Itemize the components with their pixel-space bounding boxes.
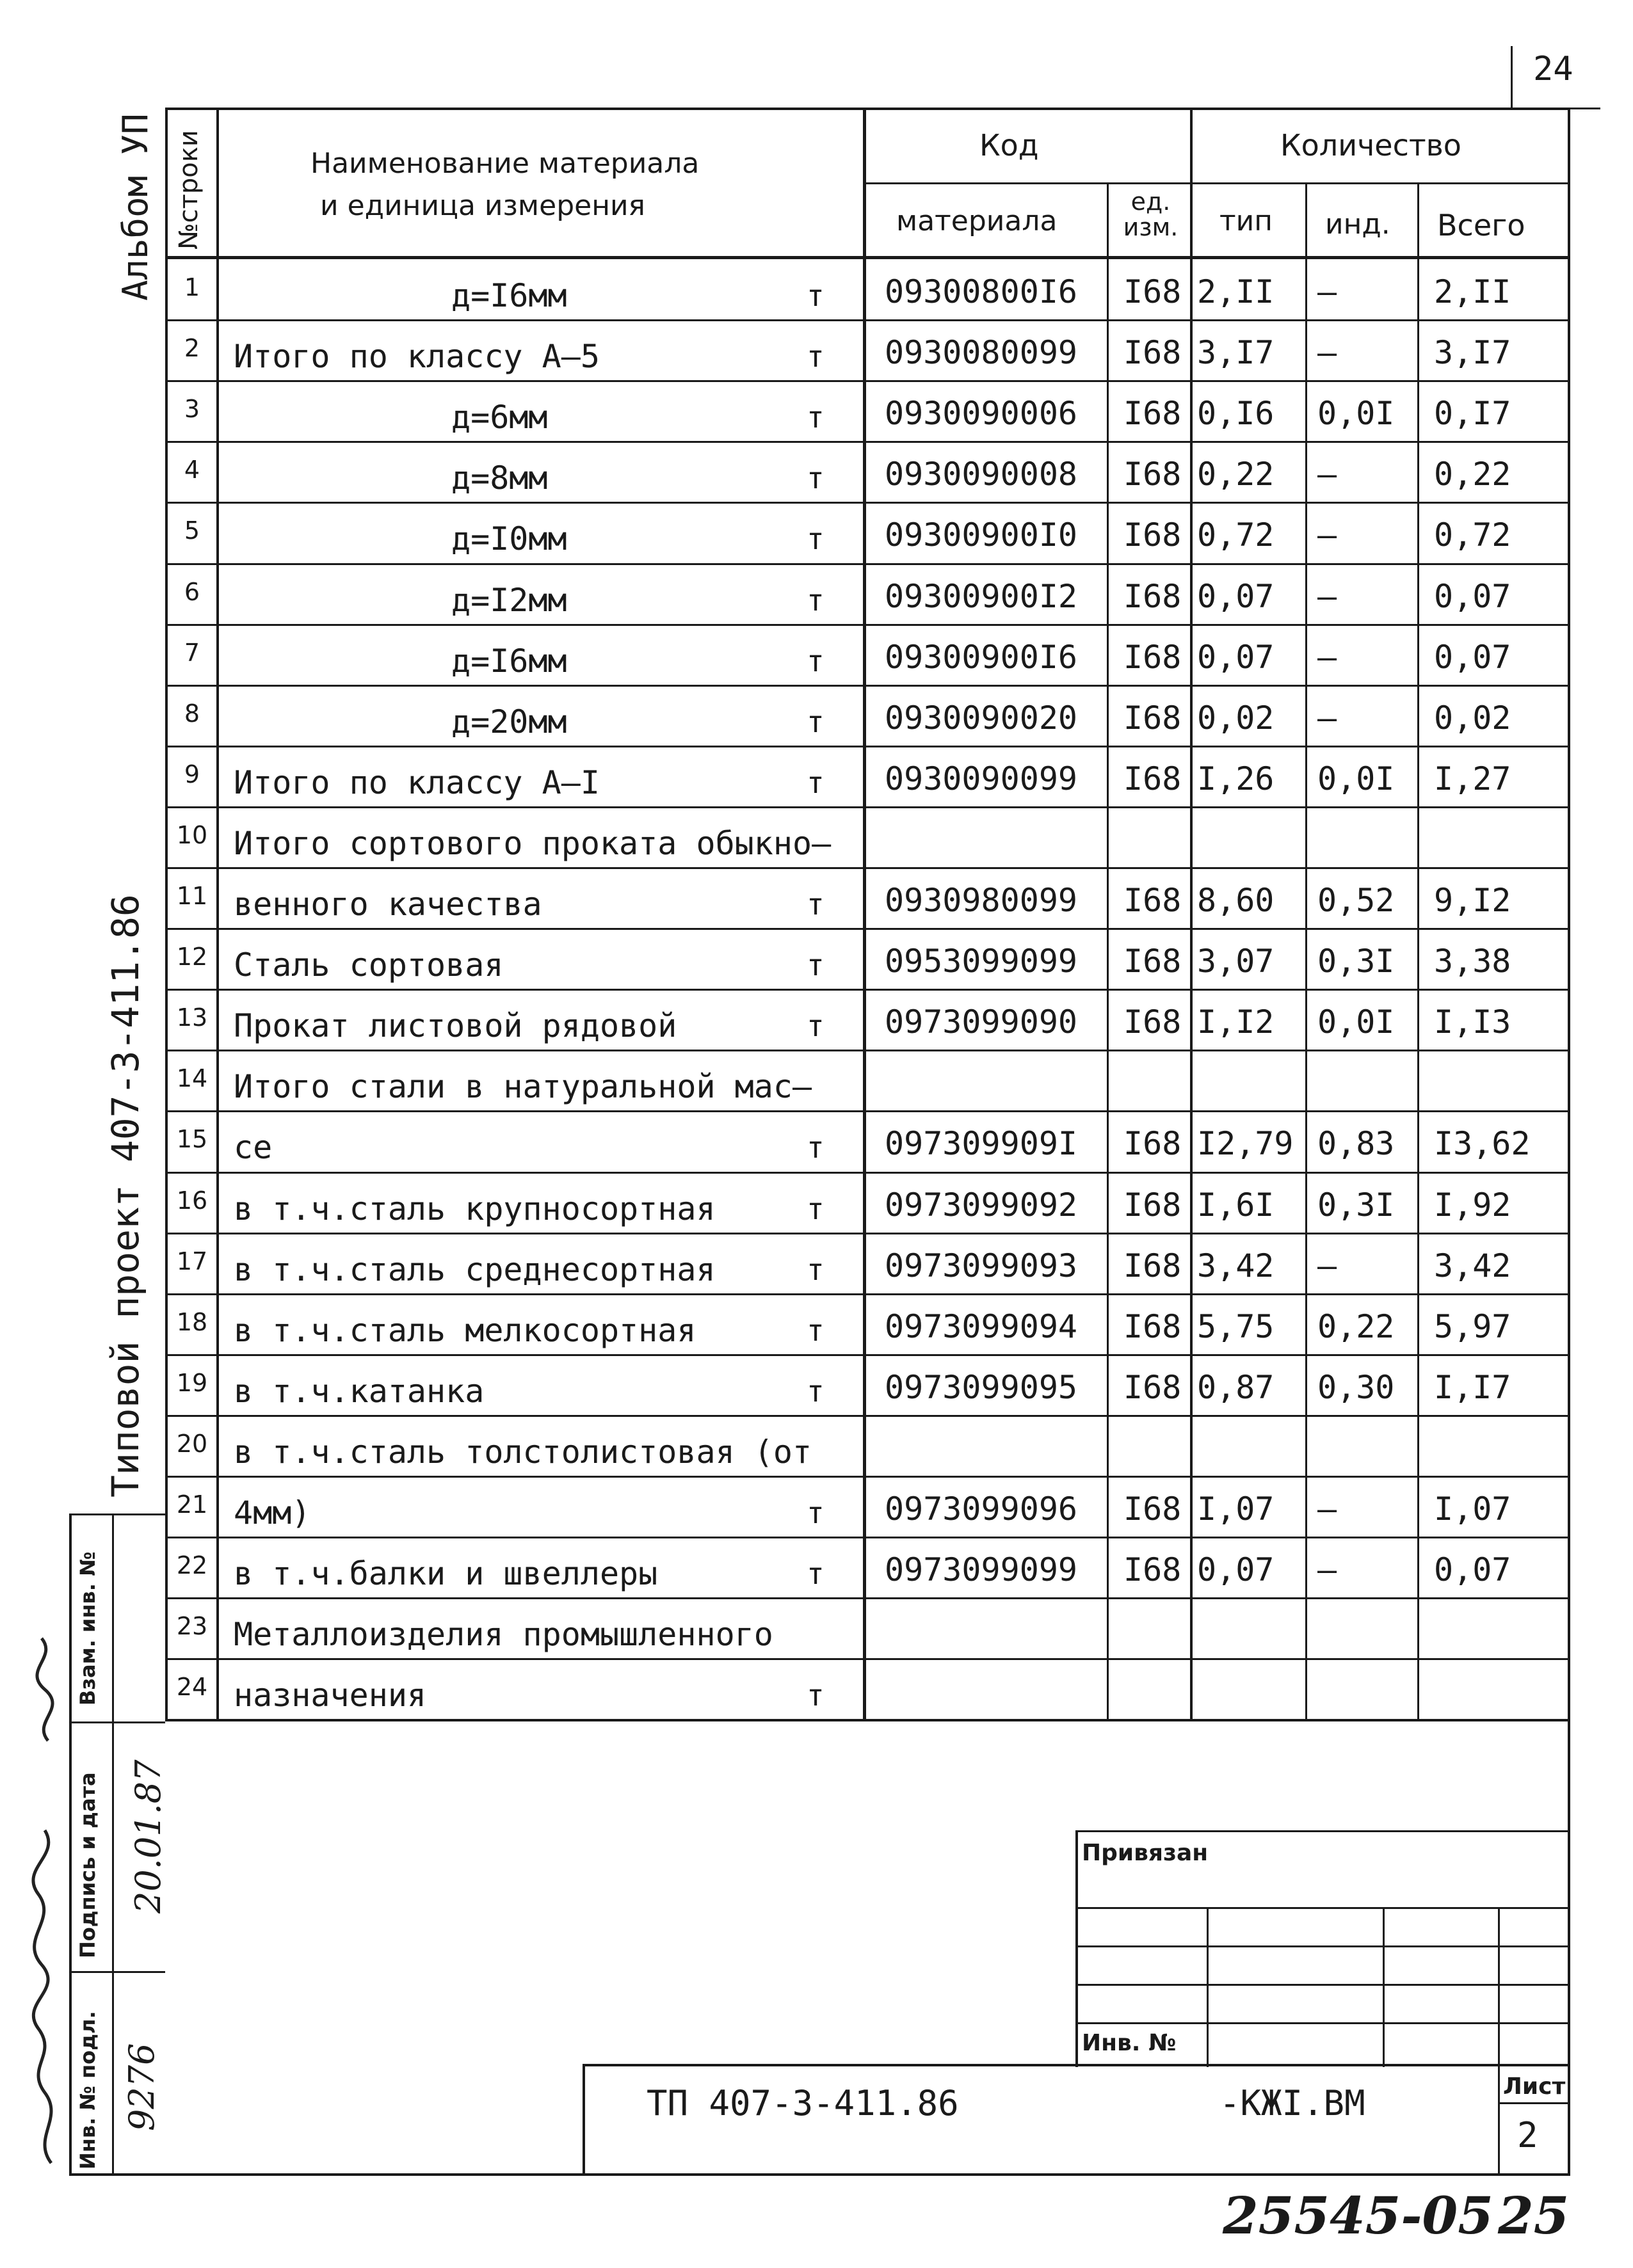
- header-code: Код: [979, 128, 1039, 163]
- material-code: 0930080099: [885, 334, 1078, 372]
- unit-code: I68: [1123, 638, 1182, 676]
- qty-ind: 0,30: [1317, 1368, 1395, 1406]
- material-name: д=I0мм: [451, 520, 567, 558]
- row-number: 10: [176, 820, 208, 849]
- qty-ind: –: [1317, 638, 1337, 676]
- material-name: в т.ч.катанка: [234, 1372, 485, 1410]
- qty-ind: –: [1317, 516, 1337, 554]
- material-code: 0973099099: [885, 1551, 1078, 1589]
- qty-ind: –: [1317, 1490, 1337, 1528]
- qty-ind: 0,0I: [1317, 395, 1395, 433]
- unit-cell: т: [807, 1556, 825, 1592]
- qty-type: 0,22: [1197, 456, 1275, 493]
- row-divider: [165, 624, 1570, 626]
- material-code: 09300900I2: [885, 577, 1078, 615]
- row-divider: [165, 319, 1570, 321]
- row-number: 22: [176, 1551, 208, 1580]
- material-code: 0930090020: [885, 699, 1078, 737]
- material-name: Сталь сортовая: [234, 946, 504, 984]
- unit-cell: т: [807, 887, 825, 922]
- qty-ind: –: [1317, 1551, 1337, 1589]
- material-code: 0973099093: [885, 1247, 1078, 1284]
- material-code: 0973099094: [885, 1307, 1078, 1345]
- order-number: 25545-05: [1223, 2185, 1493, 2246]
- stamp-podpis: Подпись и дата: [76, 1772, 100, 1958]
- unit-code: I68: [1123, 1186, 1182, 1224]
- qty-total: 2,II: [1434, 273, 1511, 310]
- qty-type: I,26: [1197, 760, 1275, 797]
- header-qty-ind: инд.: [1325, 208, 1390, 241]
- unit-cell: т: [807, 339, 825, 374]
- row-divider: [165, 1658, 1570, 1660]
- qty-total: 3,38: [1434, 943, 1511, 980]
- unit-code: I68: [1123, 1125, 1182, 1163]
- material-code: 097309909I: [885, 1125, 1078, 1163]
- qty-type: 0,02: [1197, 699, 1275, 737]
- unit-code: I68: [1123, 699, 1182, 737]
- material-name: д=I6мм: [451, 642, 567, 680]
- unit-code: I68: [1123, 577, 1182, 615]
- row-divider: [165, 441, 1570, 443]
- row-divider: [165, 1476, 1570, 1478]
- material-name: в т.ч.балки и швеллеры: [234, 1555, 658, 1593]
- row-divider: [165, 1415, 1570, 1417]
- row-divider: [165, 1293, 1570, 1295]
- header-name: Наименование материала: [310, 147, 700, 180]
- material-name: 4мм): [234, 1494, 311, 1531]
- material-code: 0930090099: [885, 760, 1078, 797]
- material-name: Металлоизделия промышленного: [234, 1616, 773, 1654]
- row-divider: [165, 380, 1570, 382]
- qty-total: I,I7: [1434, 1368, 1511, 1406]
- qty-total: 0,72: [1434, 516, 1511, 554]
- material-name: д=6мм: [451, 399, 548, 436]
- list-label: Лист: [1503, 2073, 1566, 2100]
- row-number: 20: [176, 1429, 208, 1458]
- footer-page: 25: [1498, 2185, 1570, 2246]
- material-name: в т.ч.сталь толстолистовая (от: [234, 1433, 812, 1471]
- qty-total: 9,I2: [1434, 882, 1511, 919]
- row-divider: [165, 989, 1570, 991]
- material-name: в т.ч.сталь мелкосортная: [234, 1311, 696, 1349]
- qty-total: 0,07: [1434, 577, 1511, 615]
- material-name: Итого сортового проката обыкно–: [234, 824, 832, 862]
- unit-cell: т: [807, 1130, 825, 1165]
- qty-ind: –: [1317, 456, 1337, 493]
- album-label: Альбом УП: [115, 113, 156, 301]
- unit-code: I68: [1123, 516, 1182, 554]
- material-name: в т.ч.сталь среднесортная: [234, 1250, 716, 1288]
- row-number: 1: [184, 273, 200, 301]
- row-divider: [165, 1537, 1570, 1538]
- stamp-inv-value: 9276: [122, 2043, 162, 2131]
- qty-type: I,6I: [1197, 1186, 1275, 1224]
- unit-code: I68: [1123, 1307, 1182, 1345]
- row-number: 23: [176, 1612, 208, 1641]
- row-number: 14: [176, 1064, 208, 1093]
- qty-ind: 0,3I: [1317, 943, 1395, 980]
- qty-type: 5,75: [1197, 1307, 1275, 1345]
- qty-total: 3,I7: [1434, 334, 1511, 372]
- page-number: 24: [1533, 50, 1573, 88]
- row-divider: [165, 502, 1570, 504]
- unit-code: I68: [1123, 1368, 1182, 1406]
- stamp-vzam: Взам. инв. №: [76, 1551, 100, 1705]
- material-code: 0953099099: [885, 943, 1078, 980]
- qty-ind: –: [1317, 699, 1337, 737]
- unit-code: I68: [1123, 456, 1182, 493]
- unit-code: I68: [1123, 1003, 1182, 1041]
- unit-cell: т: [807, 765, 825, 800]
- row-number: 11: [176, 882, 208, 910]
- row-number: 13: [176, 1003, 208, 1032]
- unit-code: I68: [1123, 1247, 1182, 1284]
- material-name: венного качества: [234, 886, 542, 923]
- unit-cell: т: [807, 643, 825, 678]
- row-number: 7: [184, 638, 200, 667]
- row-number: 15: [176, 1125, 208, 1154]
- material-code: 09300800I6: [885, 273, 1078, 310]
- material-name: д=I6мм: [451, 277, 567, 314]
- qty-total: I,I3: [1434, 1003, 1511, 1041]
- qty-type: 0,07: [1197, 638, 1275, 676]
- unit-cell: т: [807, 1373, 825, 1409]
- qty-type: 3,42: [1197, 1247, 1275, 1284]
- row-divider: [165, 1110, 1570, 1112]
- qty-total: 5,97: [1434, 1307, 1511, 1345]
- material-code: 0973099096: [885, 1490, 1078, 1528]
- row-number: 8: [184, 699, 200, 728]
- row-divider: [165, 1354, 1570, 1356]
- qty-type: I2,79: [1197, 1125, 1294, 1163]
- inv-no-label: Инв. №: [1082, 2030, 1177, 2056]
- row-number: 17: [176, 1247, 208, 1275]
- material-name: Итого по классу А–I: [234, 763, 600, 801]
- row-divider: [165, 563, 1570, 565]
- qty-total: 0,07: [1434, 638, 1511, 676]
- qty-ind: 0,22: [1317, 1307, 1395, 1345]
- header-row-no: №строки: [174, 130, 204, 250]
- header-quantity: Количество: [1280, 128, 1461, 163]
- qty-type: 3,07: [1197, 943, 1275, 980]
- material-name: Итого стали в натуральной мас–: [234, 1068, 812, 1106]
- row-number: 5: [184, 516, 200, 545]
- qty-type: 0,I6: [1197, 395, 1275, 433]
- row-number: 21: [176, 1490, 208, 1519]
- qty-type: 0,07: [1197, 1551, 1275, 1589]
- qty-ind: 0,52: [1317, 882, 1395, 919]
- row-number: 19: [176, 1368, 208, 1397]
- unit-cell: т: [807, 1678, 825, 1713]
- qty-ind: 0,83: [1317, 1125, 1395, 1163]
- qty-type: 2,II: [1197, 273, 1275, 310]
- row-divider: [165, 1233, 1570, 1234]
- material-name: се: [234, 1129, 273, 1167]
- unit-code: I68: [1123, 760, 1182, 797]
- row-number: 9: [184, 760, 200, 788]
- qty-total: I,92: [1434, 1186, 1511, 1224]
- header-qty-total: Всего: [1437, 208, 1525, 243]
- material-code: 0930980099: [885, 882, 1078, 919]
- material-code: 09300900I6: [885, 638, 1078, 676]
- row-number: 2: [184, 334, 200, 363]
- stamp-inv-podl: Инв. № подл.: [76, 2011, 100, 2169]
- qty-ind: –: [1317, 577, 1337, 615]
- qty-type: 0,87: [1197, 1368, 1275, 1406]
- unit-cell: т: [807, 582, 825, 618]
- unit-cell: т: [807, 1252, 825, 1287]
- qty-ind: 0,0I: [1317, 1003, 1395, 1041]
- row-number: 24: [176, 1673, 208, 1702]
- doc-suffix: -КЖI.ВМ: [1219, 2083, 1365, 2123]
- material-code: 09300900I0: [885, 516, 1078, 554]
- unit-code: I68: [1123, 395, 1182, 433]
- qty-total: 0,07: [1434, 1551, 1511, 1589]
- row-number: 6: [184, 577, 200, 606]
- row-divider: [165, 867, 1570, 869]
- header-qty-type: тип: [1219, 205, 1273, 237]
- unit-cell: т: [807, 1009, 825, 1044]
- row-divider: [165, 1597, 1570, 1599]
- qty-total: 0,22: [1434, 456, 1511, 493]
- unit-code: I68: [1123, 1490, 1182, 1528]
- unit-cell: т: [807, 704, 825, 739]
- qty-type: I,07: [1197, 1490, 1275, 1528]
- qty-total: I,27: [1434, 760, 1511, 797]
- project-label: Типовой проект 407-3-411.86: [104, 894, 147, 1497]
- qty-type: 0,72: [1197, 516, 1275, 554]
- row-number: 16: [176, 1186, 208, 1215]
- unit-cell: т: [807, 1313, 825, 1348]
- qty-ind: 0,3I: [1317, 1186, 1395, 1224]
- qty-total: I,07: [1434, 1490, 1511, 1528]
- row-divider: [165, 928, 1570, 930]
- material-name: Прокат листовой рядовой: [234, 1007, 677, 1045]
- stamp-sign-date: 20.01.87: [128, 1759, 168, 1913]
- unit-code: I68: [1123, 882, 1182, 919]
- header-code-material: материала: [896, 205, 1058, 237]
- material-name: назначения: [234, 1677, 427, 1714]
- material-name: д=I2мм: [451, 581, 567, 619]
- qty-ind: –: [1317, 273, 1337, 310]
- material-name: д=8мм: [451, 459, 548, 497]
- unit-cell: т: [807, 948, 825, 983]
- header-name-2: и единица измерения: [320, 189, 646, 222]
- row-number: 12: [176, 943, 208, 971]
- material-name: д=20мм: [451, 703, 567, 740]
- unit-cell: т: [807, 278, 825, 313]
- material-name: в т.ч.сталь крупносортная: [234, 1190, 716, 1227]
- row-divider: [165, 1050, 1570, 1051]
- qty-type: I,I2: [1197, 1003, 1275, 1041]
- unit-code: I68: [1123, 943, 1182, 980]
- handwritten-signature: [13, 1613, 83, 2176]
- privyazan-label: Привязан: [1082, 1840, 1209, 1866]
- doc-code: ТП 407-3-411.86: [647, 2083, 959, 2123]
- row-divider: [165, 746, 1570, 747]
- unit-code: I68: [1123, 273, 1182, 310]
- unit-cell: т: [807, 400, 825, 435]
- row-number: 3: [184, 395, 200, 424]
- qty-type: 8,60: [1197, 882, 1275, 919]
- row-divider: [165, 806, 1570, 808]
- unit-cell: т: [807, 1191, 825, 1226]
- qty-type: 0,07: [1197, 577, 1275, 615]
- row-number: 4: [184, 456, 200, 484]
- material-code: 0973099095: [885, 1368, 1078, 1406]
- qty-total: 0,02: [1434, 699, 1511, 737]
- page-number-divider: [1511, 46, 1513, 110]
- qty-total: 0,I7: [1434, 395, 1511, 433]
- material-code: 0930090006: [885, 395, 1078, 433]
- row-divider: [165, 685, 1570, 687]
- unit-cell: т: [807, 461, 825, 496]
- unit-code: I68: [1123, 334, 1182, 372]
- unit-code: I68: [1123, 1551, 1182, 1589]
- list-value: 2: [1517, 2115, 1538, 2155]
- material-code: 0930090008: [885, 456, 1078, 493]
- unit-cell: т: [807, 1496, 825, 1530]
- qty-type: 3,I7: [1197, 334, 1275, 372]
- row-number: 18: [176, 1307, 208, 1336]
- qty-ind: –: [1317, 1247, 1337, 1284]
- header-code-unit: ед. изм.: [1123, 188, 1178, 241]
- qty-total: I3,62: [1434, 1125, 1531, 1163]
- qty-ind: –: [1317, 334, 1337, 372]
- material-code: 0973099090: [885, 1003, 1078, 1041]
- row-divider: [165, 1172, 1570, 1174]
- unit-cell: т: [807, 522, 825, 557]
- material-name: Итого по классу А–5: [234, 338, 600, 376]
- qty-ind: 0,0I: [1317, 760, 1395, 797]
- material-code: 0973099092: [885, 1186, 1078, 1224]
- qty-total: 3,42: [1434, 1247, 1511, 1284]
